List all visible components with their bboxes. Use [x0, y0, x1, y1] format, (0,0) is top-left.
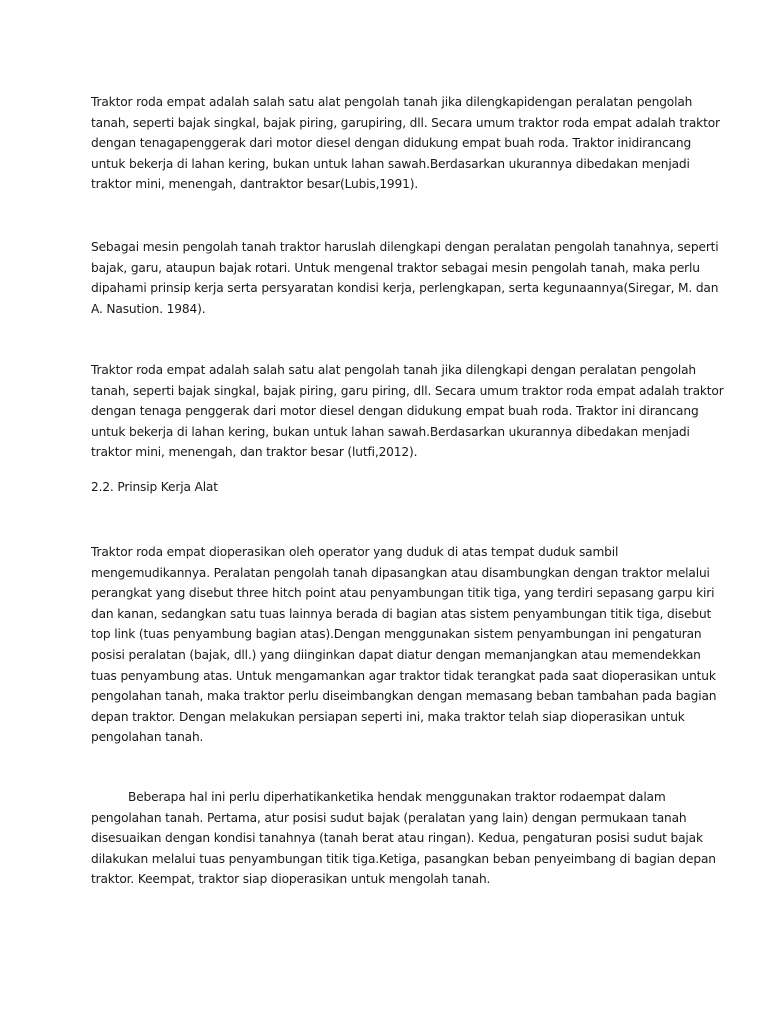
section-heading-text: 2.2. Prinsip Kerja Alat	[91, 480, 218, 494]
section-heading	[91, 477, 711, 498]
paragraph-line: Sebagai mesin pengolah tanah traktor haruslah dilengkapi dengan peralatan pengolah tanahnya, seperti	[91, 240, 719, 254]
paragraph-line: perangkat yang disebut three hitch point atau penyambungan titik tiga, yang terdiri sepasang garpu kiri	[91, 586, 715, 601]
paragraph-line: dipahami prinsip kerja serta persyaratan kondisi kerja, perlengkapan, serta kegunaannya(Siregar, M. dan	[91, 281, 719, 296]
paragraph-line: untuk bekerja di lahan kering, bukan untuk lahan sawah.Berdasarkan ukurannya dibedakan menjadi	[91, 156, 690, 171]
paragraph-line: traktor. Keempat, traktor siap dioperasikan untuk mengolah tanah.	[91, 872, 491, 887]
paragraph-line: traktor mini, menengah, dan traktor besar (lutfi,2012).	[91, 445, 418, 460]
paragraph-line: tanah, seperti bajak singkal, bajak piring, garupiring, dll. Secara umum traktor roda empat adalah traktor	[91, 115, 720, 130]
paragraph-3	[91, 360, 724, 463]
paragraph-line: Traktor roda empat adalah salah satu alat pengolah tanah jika dilengkapi dengan peralatan pengolah	[91, 363, 696, 377]
paragraph-line: dengan tenagapenggerak dari motor diesel dengan didukung empat buah roda. Traktor inidirancang	[91, 136, 692, 151]
paragraph-line: dan kanan, sedangkan satu tuas lainnya berada di bagian atas sistem penyambungan titik tiga, disebut	[91, 606, 712, 621]
paragraph-line: bajak, garu, ataupun bajak rotari. Untuk mengenal traktor sebagai mesin pengolah tanah, maka perlu	[91, 260, 700, 275]
paragraph-line: posisi peralatan (bajak, dll.) yang diinginkan dapat diatur dengan memanjangkan atau memendekkan	[91, 647, 701, 662]
paragraph-line: pengolahan tanah, maka traktor perlu diseimbangkan dengan memasang beban tambahan pada bagian	[91, 689, 717, 704]
paragraph-line: depan traktor. Dengan melakukan persiapan seperti ini, maka traktor telah siap dioperasikan untuk	[91, 709, 685, 724]
paragraph-1	[91, 92, 720, 195]
paragraph-line: traktor mini, menengah, dantraktor besar(Lubis,1991).	[91, 177, 419, 192]
paragraph-line: Traktor roda empat dioperasikan oleh operator yang duduk di atas tempat duduk sambil	[91, 545, 619, 559]
paragraph-line: tanah, seperti bajak singkal, bajak piring, garu piring, dll. Secara umum traktor roda empat adalah traktor	[91, 383, 724, 398]
paragraph-5	[91, 787, 716, 890]
paragraph-line: pengolahan tanah.	[91, 730, 204, 745]
paragraph-line: disesuaikan dengan kondisi tanahnya (tanah berat atau ringan). Kedua, pengaturan posisi sudut bajak	[91, 831, 703, 846]
paragraph-line: pengolahan tanah. Pertama, atur posisi sudut bajak (peralatan yang lain) dengan permukaan tanah	[91, 810, 687, 825]
paragraph-line: A. Nasution. 1984).	[91, 301, 206, 316]
paragraph-line: untuk bekerja di lahan kering, bukan untuk lahan sawah.Berdasarkan ukurannya dibedakan menjadi	[91, 424, 690, 439]
paragraph-line: dengan tenaga penggerak dari motor diesel dengan didukung empat buah roda. Traktor ini dirancang	[91, 404, 699, 419]
paragraph-line: mengemudikannya. Peralatan pengolah tanah dipasangkan atau disambungkan dengan traktor melalui	[91, 565, 710, 580]
paragraph-line: Traktor roda empat adalah salah satu alat pengolah tanah jika dilengkapidengan peralatan pengolah	[91, 95, 693, 109]
paragraph-2	[91, 237, 719, 319]
paragraph-line: Beberapa hal ini perlu diperhatikanketika hendak menggunakan traktor rodaempat dalam	[128, 790, 666, 804]
paragraph-line: dilakukan melalui tuas penyambungan titik tiga.Ketiga, pasangkan beban penyeimbang di bagian depan	[91, 851, 716, 866]
paragraph-4	[91, 542, 717, 748]
paragraph-line: top link (tuas penyambung bagian atas).Dengan menggunakan sistem penyambungan ini pengaturan	[91, 627, 702, 642]
paragraph-line: tuas penyambung atas. Untuk mengamankan agar traktor tidak terangkat pada saat dioperasikan untuk	[91, 668, 716, 683]
